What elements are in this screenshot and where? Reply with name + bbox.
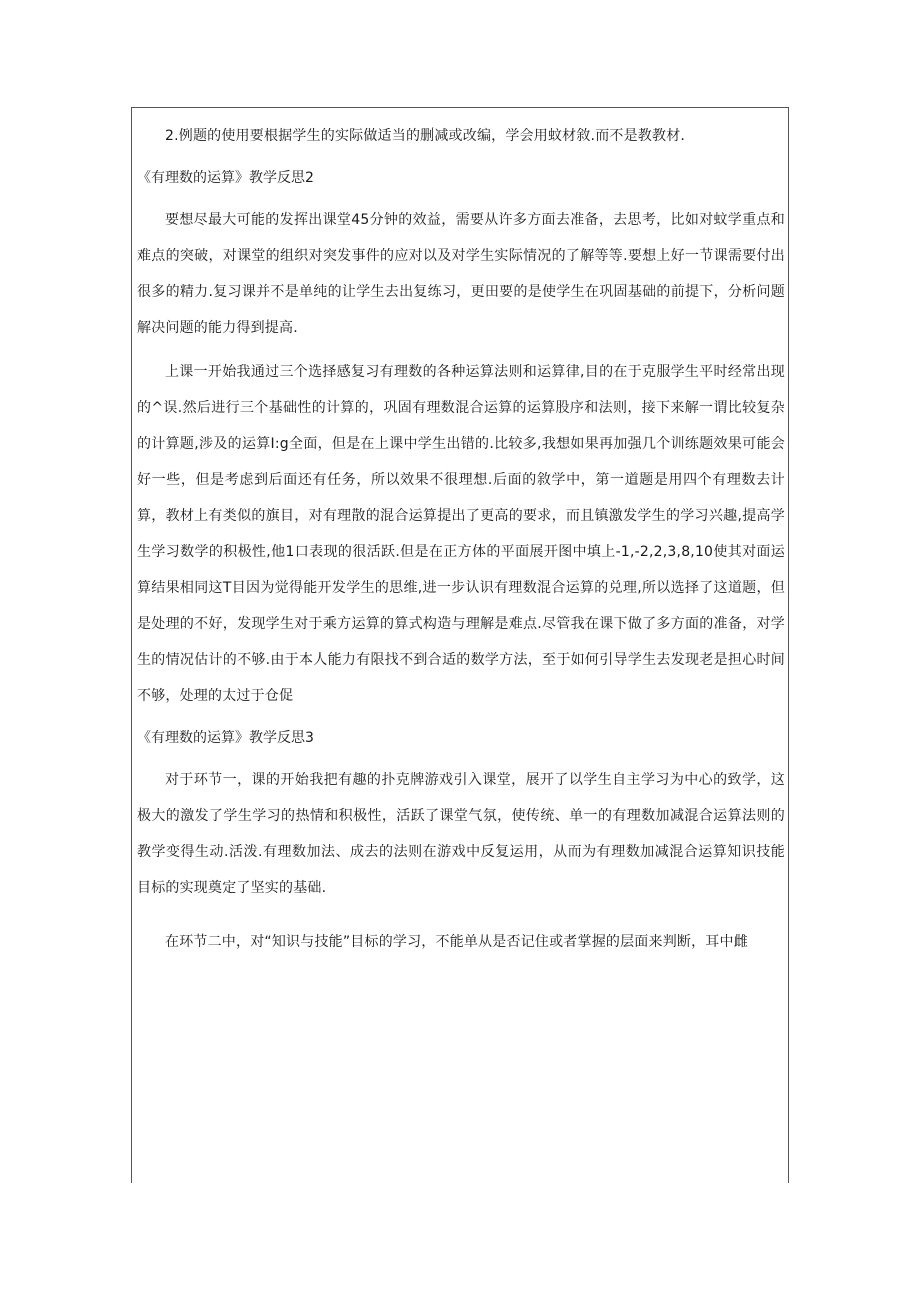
paragraph-lesson-review: 上课一开始我通过三个选择感复习有理数的各种运算法则和运算律,目的在于克服学生平时经常出现的^误.然后进行三个基础性的计算的，巩固有理数混合运算的运算股序和法则，接下来解一谓比较复杂的计算题,涉及的运算I:g全面，但是在上课中学生出错的.比较多,我想如果再加强几个训练题效果可能会好一些，但是考虑到后面还有任务，所以效果不很理想.后面的敘学中，第一道题是用四个有理数去计算，教材上有类似的旗目，对有理散的混合运算提出了更高的要求，而且镇激发学生的学习兴趣,提高学生学习数学的积极性,他1口表现的很活跃.但是在正方体的平面展开图中填上-1,-2,2,3,8,10使其对面运算结果相同这T目因为觉得能开发学生的思维,进一步认识有理数混合运算的兑理,所以选择了这道题，但是处理的不好，发现学生对于乘方运算的算式构造与理解是难点.尽管我在课下做了多方面的准备，对学生的情况估计的不够.由于本人能力有限找不到合适的数学方法，至于如何引导学生去发现老是担心时间不够，处理的太过于仓促 [137,364,785,704]
paragraph-knowledge-skills: 在环节二中，对“知识与技能”目标的学习，不能单从是否记住或者掌握的层面来判断，耳中雌 [165,934,748,950]
paragraph-card-game: 对于环节一，课的开始我把有趣的扑克牌游戏引入课堂，展开了以学生自主学习为中心的致学，这极大的激发了学生学习的热情和积极性，活跃了课堂气氛，使传统、单一的有理数加减混合运算法则的教学变得生动.活泼.有理数加法、成去的法则在游戏中反复运用，从而为有理数加减混合运算知识技能目标的实现奠定了坚实的基础. [137,772,785,896]
section-heading-reflection-3: 《有理数的运算》教学反思3 [137,730,314,746]
paragraph-example-usage: 2.例题的使用要根据学生的实际做适当的删减或改编，学会用蚊材敘.而不是教教材. [165,128,686,144]
paragraph-class-efficiency: 要想尽最大可能的发挥出课堂45分钟的效益，需要从许多方面去准备，去思考，比如对蚊学重点和难点的突破，对课堂的组织对突发事件的应对以及对学生实际情况的了解等等.要想上好一节课需要付出很多的精力.复习课并不是单纯的让学生去出复练习，更田要的是使学生在巩固基础的前提下，分析问题解决问题的能力得到提高. [137,212,785,336]
section-heading-reflection-2: 《有理数的运算》教学反思2 [137,170,314,186]
document-body [137,118,785,960]
